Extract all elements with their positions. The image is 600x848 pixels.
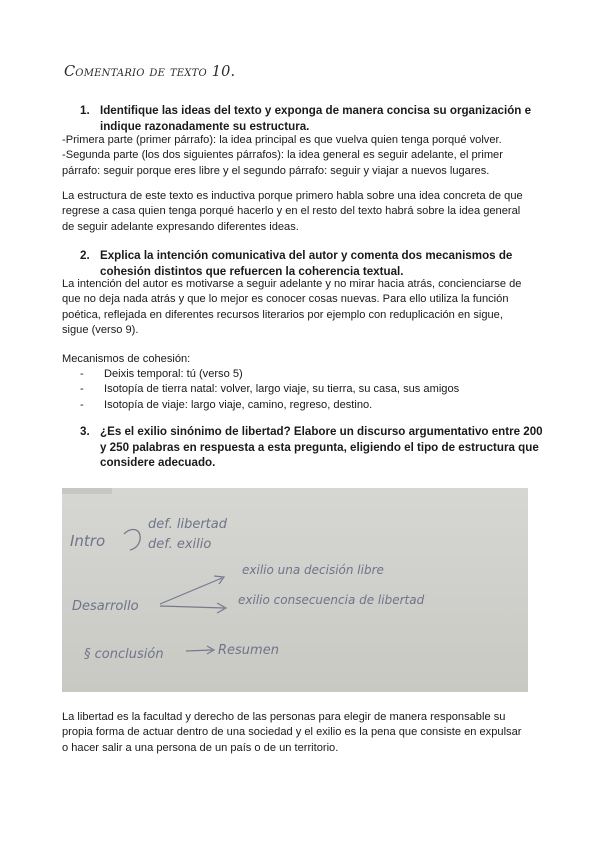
question-line: indique razonadamente su estructura. [100,119,310,133]
text-line: -Segunda parte (los dos siguientes párrafos): la idea general es seguir adelante, el primer [62,149,503,162]
list-item: - Deixis temporal: tú (verso 5) [80,368,243,380]
mechanisms-heading: Mecanismos de cohesión: [62,353,191,365]
hw-def-libertad: def. libertad [148,517,227,532]
hw-def-exilio: def. exilio [148,537,212,552]
hw-arrowhead [214,576,224,584]
question-1 [80,103,532,134]
hw-branch-1: exilio una decisión libre [242,563,384,577]
text-line: poética, reflejada en diferentes recursos literarios por ejemplo con reduplicación en sigue, [62,308,503,321]
hw-arrow-right [186,650,212,651]
answer-1-parts [62,133,532,179]
question-3 [80,424,543,471]
text-line: propia forma de actuar dentro de una sociedad y el exilio es la pena que consiste en expulsar [62,726,522,739]
question-line: Explica la intención comunicativa del autor y comenta dos mecanismos de [100,249,513,262]
text-line: sigue (verso 9). [62,324,139,337]
hw-arrow-right [160,606,224,608]
question-number: 3. [80,425,90,438]
hw-intro: Intro [70,532,106,550]
answer-3-intro [62,710,532,756]
hw-conclusion: § conclusión [84,647,164,662]
question-2 [80,248,528,279]
text-line: o hacer salir a una persona de un país o de un territorio. [62,741,339,754]
text-line: párrafo: seguir porque eres libre y el segundo párrafo: seguir y viajar a nuevos lugares. [62,164,490,177]
mechanisms-list [80,367,459,413]
handwritten-outline-photo [62,488,528,692]
answer-1-structure [62,189,532,235]
question-number: 1. [80,104,90,117]
hw-desarrollo: Desarrollo [72,599,139,614]
answer-2-intention [62,277,532,339]
hw-branch-2: exilio consecuencia de libertad [238,593,425,607]
text-line: La estructura de este texto es inductiva porque primero habla sobre una idea concreta de que [62,190,523,202]
text-line: de seguir adelante expresando diferentes ideas. [62,220,299,233]
question-line: y 250 palabras en respuesta a esta pregunta, eligiendo el tipo de estructura que [100,440,539,454]
list-item: - Isotopía de tierra natal: volver, largo viaje, su tierra, su casa, sus amigos [80,383,460,396]
hw-brace [124,530,140,551]
text-line: regrese a casa quien tenga porqué hacerlo y en el resto del texto habrá sobre la idea general [62,205,521,218]
question-line: ¿Es el exilio sinónimo de libertad? Elabore un discurso argumentativo entre 200 [100,425,543,438]
question-line: cohesión distintos que refuercen la coherencia textual. [100,264,404,278]
page-title: Comentario de texto 10. [64,64,236,80]
text-line: La intención del autor es motivarse a seguir adelante y no mirar hacia atrás, concienciarse de [62,278,522,290]
question-line: considere adecuado. [100,456,216,469]
question-number: 2. [80,249,90,262]
text-line: -Primera parte (primer párrafo): la idea principal es que vuelva quien tenga porqué volver. [62,134,502,146]
question-line: Identifique las ideas del texto y exponga de manera concisa su organización e [100,104,532,117]
text-line: que no deja nada atrás y que lo mejor es conocer cosas nuevas. Para ello utiliza la función [62,293,509,306]
hw-arrow-up [160,578,222,604]
hw-resumen: Resumen [218,643,279,658]
handwriting-drawing [62,488,528,692]
list-item: - Isotopía de viaje: largo viaje, camino, regreso, destino. [80,398,373,411]
text-line: La libertad es la facultad y derecho de las personas para elegir de manera responsable su [62,711,506,723]
